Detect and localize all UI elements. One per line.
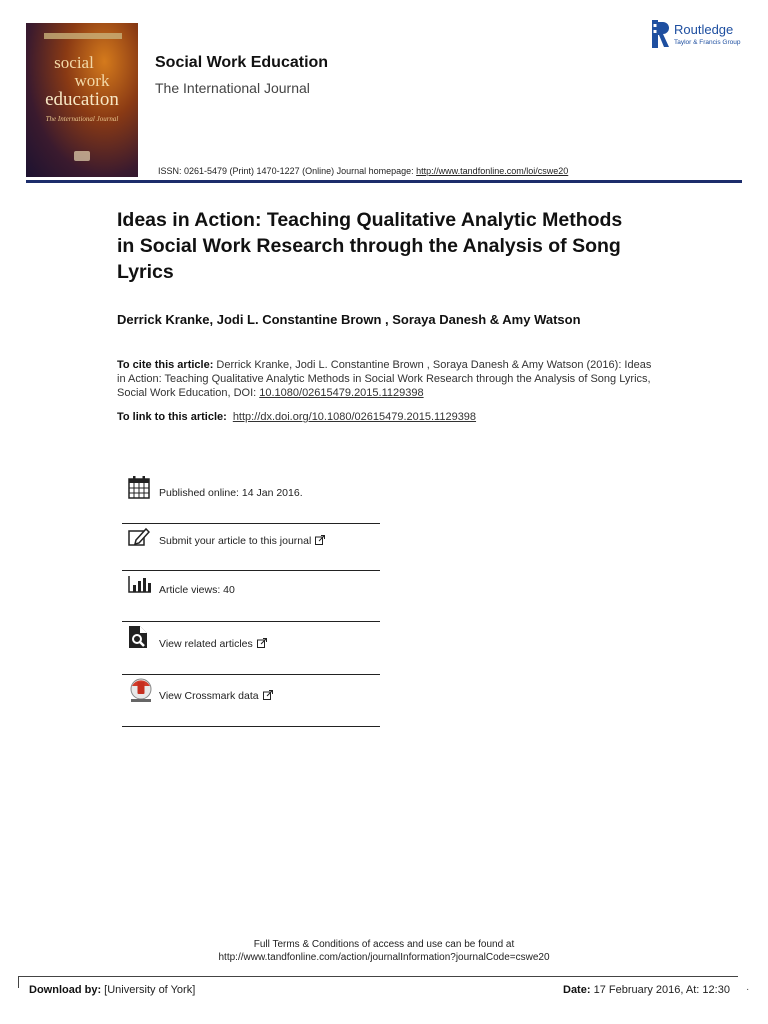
publisher-logo	[652, 20, 752, 52]
publisher-name: Routledge	[674, 22, 734, 37]
citation-block	[117, 358, 662, 400]
related-articles-link[interactable]	[159, 638, 267, 650]
item-divider	[122, 621, 380, 622]
crossmark-icon	[128, 678, 154, 704]
published-online-text: Published online: 14 Jan 2016.	[159, 487, 303, 499]
citation-label: To cite this article:	[117, 359, 214, 371]
item-divider	[122, 674, 380, 675]
calendar-icon	[128, 475, 150, 499]
download-label: Download by:	[29, 984, 102, 996]
routledge-logo-icon	[652, 20, 670, 48]
cover-strip	[44, 33, 122, 39]
download-info	[29, 982, 209, 998]
journal-cover-image	[26, 23, 138, 177]
published-online-item	[122, 475, 380, 505]
article-views-text: Article views: 40	[159, 584, 235, 596]
journal-subtitle: The International Journal	[155, 80, 310, 96]
date-value: 17 February 2016, At: 12:30	[590, 984, 730, 996]
item-divider	[122, 570, 380, 571]
terms-text: Full Terms & Conditions of access and use can be found at	[253, 939, 515, 950]
item-divider	[122, 523, 380, 524]
link-label: To link to this article:	[117, 411, 227, 423]
item-divider	[122, 726, 380, 727]
download-value: [University of York]	[101, 984, 196, 996]
crossmark-link[interactable]	[159, 690, 273, 702]
related-articles-item[interactable]	[122, 625, 380, 655]
header-divider	[26, 180, 742, 183]
issn-line	[158, 166, 568, 176]
journal-homepage-link[interactable]: http://www.tandfonline.com/loi/cswe20	[416, 166, 569, 176]
cover-title-line3: education	[45, 89, 119, 110]
publisher-group: Taylor & Francis Group	[674, 39, 741, 46]
date-label: Date:	[563, 984, 591, 996]
external-link-icon	[315, 535, 325, 545]
cover-publisher-mark	[74, 151, 90, 161]
cover-title-line1: social	[54, 53, 94, 72]
citation-text: Derrick Kranke, Jodi L. Constantine Brown , Soraya Danesh & Amy Watson (2016): Ideas in Action: Teaching Qualitative Analytic Methods in Social Work Research through the Analysis of Song Lyrics, Social Work Education, DOI:	[117, 359, 652, 399]
submit-article-item[interactable]	[122, 527, 380, 557]
related-articles-text: View related articles	[159, 638, 253, 650]
citation-doi-link[interactable]: 10.1080/02615479.2015.1129398	[259, 387, 424, 399]
article-views-item	[122, 575, 380, 605]
download-date	[563, 982, 733, 998]
terms-link[interactable]: http://www.tandfonline.com/action/journalInformation?journalCode=cswe20	[218, 952, 550, 963]
crossmark-item[interactable]	[122, 678, 380, 708]
article-title: Ideas in Action: Teaching Qualitative Analytic Methods in Social Work Research through the Analysis of Song Lyrics	[117, 209, 623, 283]
crossmark-text: View Crossmark data	[159, 690, 259, 702]
external-link-icon	[263, 690, 273, 700]
bar-chart-icon	[128, 575, 152, 593]
submit-article-text: Submit your article to this journal	[159, 535, 312, 547]
terms-notice	[0, 938, 768, 964]
edge-mark: ·	[746, 984, 750, 995]
article-authors: Derrick Kranke, Jodi L. Constantine Brown , Soraya Danesh & Amy Watson	[117, 312, 581, 327]
issn-text: ISSN: 0261-5479 (Print) 1470-1227 (Online) Journal homepage:	[158, 166, 417, 176]
article-link-line	[117, 411, 476, 423]
cover-subtitle: The International Journal	[45, 115, 119, 123]
external-link-icon	[257, 638, 267, 648]
submit-article-link[interactable]	[159, 535, 325, 547]
footer-divider	[18, 976, 738, 977]
search-document-icon	[128, 625, 148, 649]
journal-title: Social Work Education	[155, 54, 329, 71]
cover-title-line2: work	[74, 71, 110, 90]
article-doi-link[interactable]: http://dx.doi.org/10.1080/02615479.2015.1129398	[232, 411, 477, 423]
edit-icon	[128, 527, 150, 547]
